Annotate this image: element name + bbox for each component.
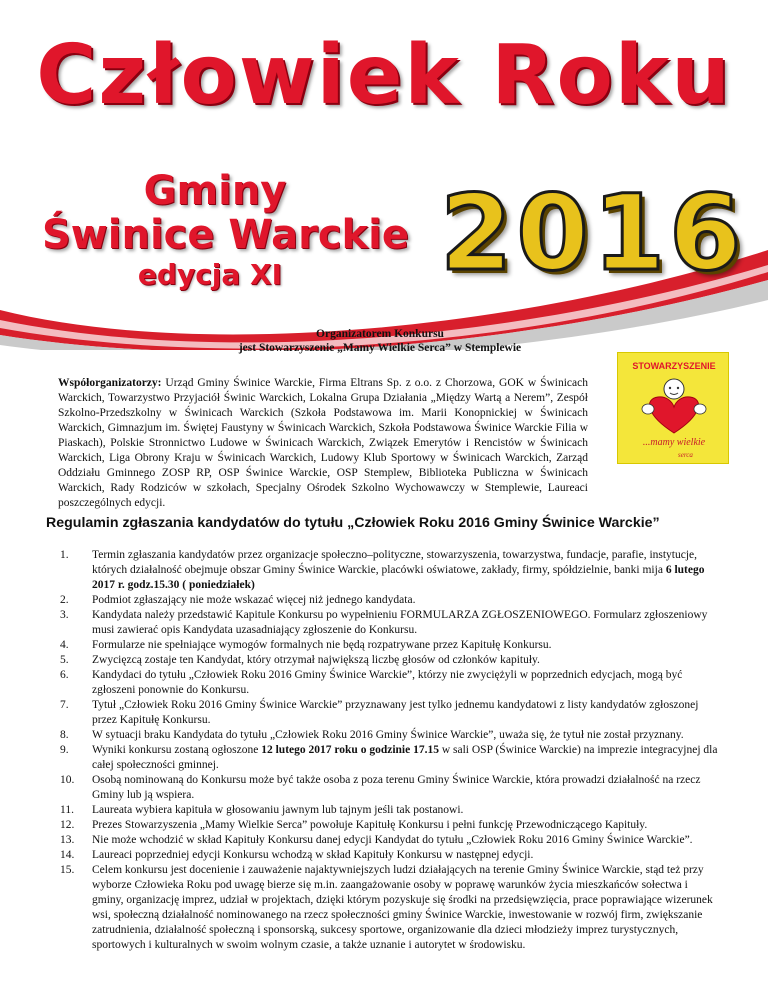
logo-subtitle: ...mamy wielkie bbox=[642, 437, 706, 448]
regulation-number: 9. bbox=[60, 744, 69, 756]
regulation-text-part: Termin zgłaszania kandydatów przez organizacje społeczno–polityczne, stowarzyszenia, towarzystwa, fundacje, parafie, instytucje, których działalność obejmuje obszar Gminy Świnice Warckie, placówki oświatowe, zakłady, firmy, spółdzielnie, banki mija bbox=[92, 549, 698, 576]
regulation-text bbox=[92, 863, 718, 953]
regulation-number: 1. bbox=[60, 549, 69, 561]
regulation-text bbox=[92, 668, 718, 698]
regulation-bold-part: 6 lutego 2017 r. godz.15.30 ( poniedziałek) bbox=[92, 564, 705, 591]
regulation-item bbox=[58, 848, 718, 863]
regulations-title: Regulamin zgłaszania kandydatów do tytułu „Człowiek Roku 2016 Gminy Świnice Warckie” bbox=[46, 515, 660, 531]
regulation-number: 7. bbox=[60, 699, 69, 711]
regulation-text-part: Tytuł „Człowiek Roku 2016 Gminy Świnice Warckie” przyznawany jest tylko jednemu kandydatowi z listy kandydatów zgłoszonej przez Kapitułę Konkursu. bbox=[92, 699, 699, 726]
year-badge: 2016 bbox=[440, 172, 746, 294]
organizer-line-2: jest Stowarzyszenie „Mamy Wielkie Serca” w Stemplewie bbox=[238, 342, 522, 354]
logo-subtitle-2: serca bbox=[678, 451, 693, 459]
regulation-number: 13. bbox=[60, 834, 75, 846]
regulation-text-part: Formularze nie spełniające wymogów formalnych nie będą rozpatrywane przez Kapitułę Konkursu. bbox=[92, 639, 552, 651]
regulation-number: 6. bbox=[60, 669, 69, 681]
regulation-text-part: Kandydata należy przedstawić Kapitule Konkursu po wypełnieniu FORMULARZA ZGŁOSZENIOWEGO. Formularz zgłoszeniowy musi zawierać opis Kandydata uzasadniający zgłoszenie do Konkursu. bbox=[92, 609, 708, 636]
regulation-text bbox=[92, 818, 718, 833]
regulation-number: 4. bbox=[60, 639, 69, 651]
regulation-text-after: w sali OSP (Świnice Warckie) na imprezie integracyjnej dla całej społeczności gminnej. bbox=[92, 744, 718, 771]
regulation-item bbox=[58, 548, 718, 593]
page-title: Człowiek Roku bbox=[36, 28, 732, 123]
regulation-number: 12. bbox=[60, 819, 75, 831]
regulation-item bbox=[58, 608, 718, 638]
regulation-text-part: Kandydaci do tytułu „Człowiek Roku 2016 Gminy Świnice Warckie”, którzy nie zwyciężyli w poprzednich edycjach, mogą być zgłoszeni ponownie do Konkursu. bbox=[92, 669, 683, 696]
regulation-text-part: W sytuacji braku Kandydata do tytułu „Człowiek Roku 2016 Gminy Świnice Warckie”, uważa się, że tytuł nie został przyznany. bbox=[92, 729, 684, 741]
organizer-heading bbox=[170, 327, 590, 355]
regulation-item bbox=[58, 863, 718, 953]
regulation-item bbox=[58, 668, 718, 698]
regulation-text bbox=[92, 548, 718, 593]
logo-title: STOWARZYSZENIE bbox=[632, 361, 716, 371]
regulation-number: 11. bbox=[60, 804, 74, 816]
regulation-number: 2. bbox=[60, 594, 69, 606]
regulation-item bbox=[58, 773, 718, 803]
regulation-text bbox=[92, 653, 718, 668]
regulation-text bbox=[92, 728, 718, 743]
regulation-number: 5. bbox=[60, 654, 69, 666]
regulations-list bbox=[58, 548, 718, 953]
regulation-number: 10. bbox=[60, 774, 75, 786]
regulation-text-part: Nie może wchodzić w skład Kapituły Konkursu danej edycji Kandydat do tytułu „Człowiek Roku 2016 Gminy Świnice Warckie”. bbox=[92, 834, 693, 846]
regulation-number: 3. bbox=[60, 609, 69, 621]
regulation-item bbox=[58, 833, 718, 848]
regulation-text bbox=[92, 803, 718, 818]
regulation-item bbox=[58, 728, 718, 743]
regulation-bold-part: 12 lutego 2017 roku o godzinie 17.15 bbox=[261, 744, 439, 756]
regulation-text bbox=[92, 848, 718, 863]
regulation-text bbox=[92, 743, 718, 773]
regulation-text-part: Prezes Stowarzyszenia „Mamy Wielkie Serca” powołuje Kapitułę Konkursu i pełni funkcję Przewodniczącego Kapituły. bbox=[92, 819, 648, 831]
regulation-number: 8. bbox=[60, 729, 69, 741]
subtitle-gminy: Gminy bbox=[143, 168, 287, 214]
regulation-text-part: Podmiot zgłaszający nie może wskazać więcej niż jednego kandydata. bbox=[92, 594, 416, 606]
regulation-item bbox=[58, 653, 718, 668]
regulation-item bbox=[58, 698, 718, 728]
regulation-text bbox=[92, 698, 718, 728]
heart-child-icon bbox=[636, 375, 712, 437]
regulation-text bbox=[92, 608, 718, 638]
regulation-item bbox=[58, 818, 718, 833]
regulation-text-part: Celem konkursu jest docenienie i zauważenie najaktywniejszych ludzi działających na terenie Gminy Świnice Warckie, stąd też przy wyborze Człowieka Roku pod uwagę bierze się m.in. zaangażowanie osoby w poprawę warunków życia mieszkańców sołectwa i gminy, organizację imprez, udział w projektach, dzięki którym pozyskuje się środki na przedsięwzięcia, prace poprawiające wizerunek wsi, społeczną działalność nominowanego na rzecz społeczności gminy Świnice Warckie, inwestowanie w rozwój firm, zwiększanie zatrudnienia, działalność społeczną i sponsorską, sukcesy sportowe, organizowanie dla dzieci młodzieży imprez turystycznych, sportowych i kulturalnych w swoim wolnym czasie, a także uznanie i autorytet w środowisku. bbox=[92, 864, 713, 951]
regulation-item bbox=[58, 638, 718, 653]
regulation-text-part: Laureata wybiera kapituła w głosowaniu jawnym lub tajnym jeśli tak postanowi. bbox=[92, 804, 464, 816]
regulation-number: 15. bbox=[60, 864, 75, 876]
regulation-text-part: Zwycięzcą zostaje ten Kandydat, który otrzymał największą liczbę głosów od członków kapituły. bbox=[92, 654, 540, 666]
coorganizers-paragraph bbox=[58, 376, 588, 511]
regulation-text bbox=[92, 638, 718, 653]
edition-label: edycja XI bbox=[137, 258, 283, 291]
regulation-text bbox=[92, 593, 718, 608]
regulation-text-part: Wyniki konkursu zostaną ogłoszone bbox=[92, 744, 262, 756]
coorganizers-label: Współorganizatorzy: bbox=[58, 377, 162, 389]
subtitle-place: Świnice Warckie bbox=[42, 212, 409, 258]
association-logo bbox=[617, 352, 729, 464]
regulation-item bbox=[58, 803, 718, 818]
coorganizers-text: Urząd Gminy Świnice Warckie, Firma Eltrans Sp. z o.o. z Chorzowa, GOK w Świnicach Warckich, Towarzystwo Przyjaciół Świnic Warckich, Lokalna Grupa Działania „Między Wartą a Nerem”, Zespół Szkolno-Przedszkolny w Świnicach Warckich (Szkoła Podstawowa im. Marii Konopnickiej w Świnicach Warckich, Gimnazjum im. Świętej Faustyny w Świnicach Warckich, Szkoła Podstawowa Świnice Warckie Filia w Piaskach), Polskie Stronnictwo Ludowe w Świnicach Warckich, Związek Emerytów i Rencistów w Świnicach Warckich, Liga Obrony Kraju w Świnicach Warckich, Ludowy Klub Sportowy w Świnicach Warckich, Zarząd Oddziału Gminnego ZOSP RP, OSP Świnice Warckie, OSP Stemplew, Biblioteka Publiczna w Świnicach Warckich, Rady Rodziców w szkołach, Specjalny Ośrodek Szkolno Wychowawczy w Stemplewie, Laureaci poszczególnych edycji. bbox=[58, 377, 588, 509]
regulation-text-part: Osobą nominowaną do Konkursu może być także osoba z poza terenu Gminy Świnice Warckie, która prowadzi działalność na rzecz Gminy lub ją wspiera. bbox=[92, 774, 701, 801]
regulation-item bbox=[58, 593, 718, 608]
organizer-line-1: Organizatorem Konkursu bbox=[316, 328, 444, 340]
regulation-text bbox=[92, 773, 718, 803]
regulation-item bbox=[58, 743, 718, 773]
regulation-text bbox=[92, 833, 718, 848]
regulation-number: 14. bbox=[60, 849, 75, 861]
regulation-text-part: Laureaci poprzedniej edycji Konkursu wchodzą w skład Kapituły Konkursu w następnej edycji. bbox=[92, 849, 534, 861]
